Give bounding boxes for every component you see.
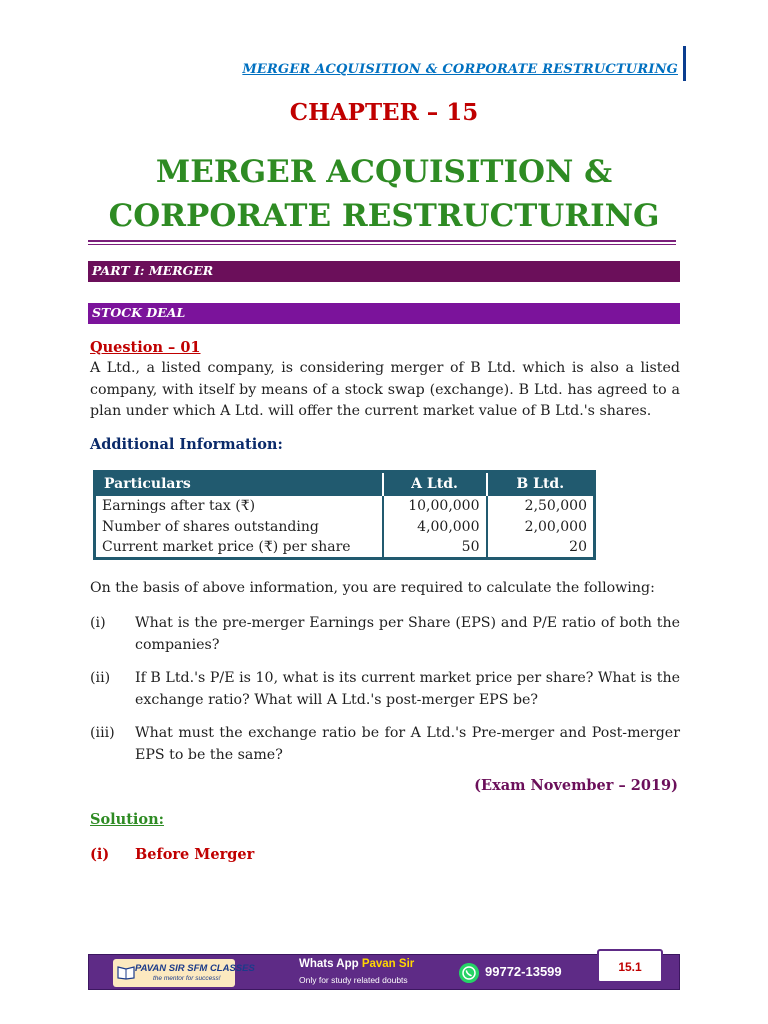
item-text: If B Ltd.'s P/E is 10, what is its current market price per share? What is the exchange ratio? What will A Ltd.'s post-merger EPS be?: [135, 670, 680, 708]
running-header: MERGER ACQUISITION & CORPORATE RESTRUCTURING: [242, 62, 678, 77]
table-cell: Earnings after tax (₹): [95, 496, 383, 517]
table-cell: 2,00,000: [524, 519, 587, 535]
solution-step-title: Before Merger: [135, 846, 255, 863]
solution-step-number: (i): [90, 846, 110, 863]
table-header-cell: B Ltd.: [487, 472, 595, 496]
table-cell: 2,50,000: [524, 498, 587, 514]
logo-text: PAVAN SIR SFM CLASSES: [135, 963, 255, 974]
chapter-title: [0, 150, 768, 238]
logo-tagline: the mentor for success!: [153, 975, 221, 982]
table-header-row: [95, 472, 595, 496]
table-cell: 20: [569, 539, 587, 556]
exam-note: (Exam November – 2019): [474, 777, 678, 794]
whatsapp-label: [299, 958, 414, 970]
table-cell: Number of shares outstanding: [95, 517, 383, 538]
item-text: What is the pre-merger Earnings per Share (EPS) and P/E ratio of both the companies?: [135, 615, 680, 653]
table-cell: 4,00,000: [383, 517, 487, 538]
book-icon: [117, 964, 135, 980]
info-table: [93, 470, 596, 560]
part-band: PART I: MERGER: [88, 261, 680, 282]
table-row: [95, 538, 595, 559]
item-number: (iii): [90, 725, 115, 741]
table-row: [95, 517, 595, 538]
whatsapp-name: Pavan Sir: [361, 958, 415, 970]
phone-number: 99772-13599: [485, 964, 562, 979]
header-accent-bar: [683, 46, 686, 81]
whatsapp-note: Only for study related doubts: [299, 975, 408, 985]
table-cell: 10,00,000: [383, 496, 487, 517]
table-row: [95, 496, 595, 517]
whatsapp-icon: [459, 963, 479, 983]
item-number: (i): [90, 615, 106, 631]
table-header-cell: A Ltd.: [383, 472, 487, 496]
title-rule-thin: [88, 244, 676, 245]
footer-logo: [113, 959, 255, 987]
item-number: (ii): [90, 670, 111, 686]
question-text: A Ltd., a listed company, is considering merger of B Ltd. which is also a listed company, with itself by means of a stock swap (exchange). B Ltd. has agreed to a plan under which A Ltd. will offer the current market value of B Ltd.'s shares.: [90, 360, 680, 419]
table-cell: Current market price (₹) per share: [95, 538, 383, 559]
chapter-title-line-2: CORPORATE RESTRUCTURING: [108, 198, 660, 234]
table-cell: 50: [383, 538, 487, 559]
page-number: 15.1: [597, 949, 663, 983]
solution-label: Solution:: [90, 811, 164, 828]
chapter-title-line-1: MERGER ACQUISITION &: [155, 154, 613, 190]
chapter-label: CHAPTER – 15: [289, 99, 479, 126]
subsection-band: STOCK DEAL: [88, 303, 680, 324]
whatsapp-prefix: Whats App: [299, 958, 362, 970]
additional-info-label: Additional Information:: [90, 436, 283, 453]
basis-text: On the basis of above information, you are required to calculate the following:: [90, 580, 655, 596]
table-header-cell: Particulars: [95, 472, 383, 496]
item-text: What must the exchange ratio be for A Ltd.'s Pre-merger and Post-merger EPS to be the same?: [135, 725, 680, 763]
footer-bar: [88, 954, 680, 990]
question-title: Question – 01: [90, 339, 201, 356]
title-rule-thick: [88, 240, 676, 242]
